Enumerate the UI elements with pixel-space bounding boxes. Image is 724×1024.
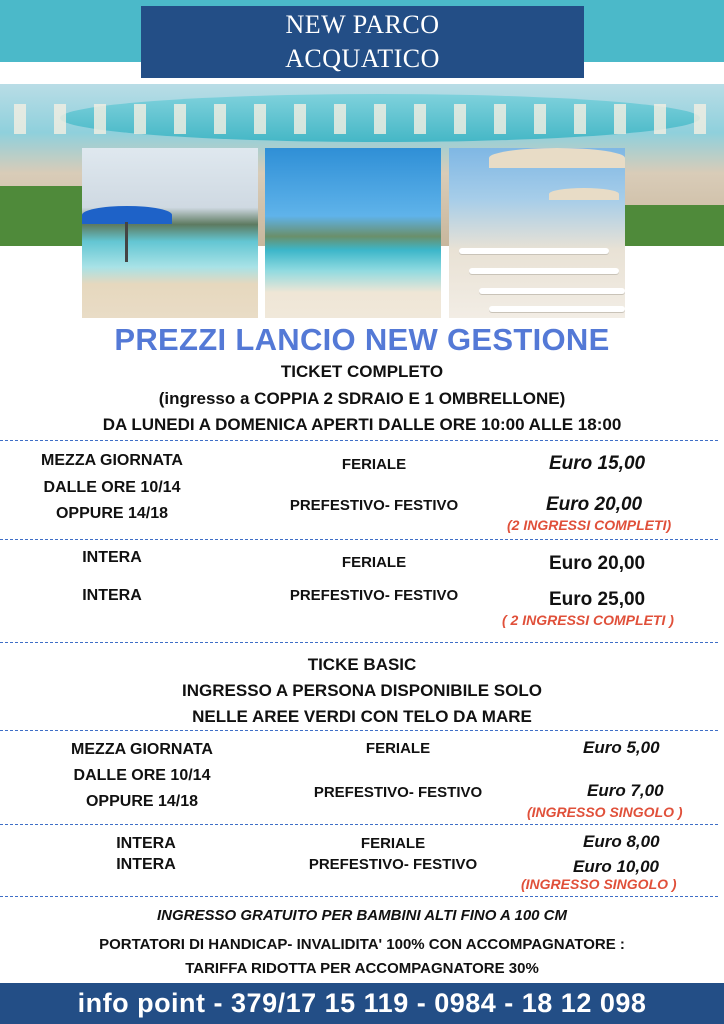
opening-hours: DA LUNEDI A DOMENICA APERTI DALLE ORE 10:00 ALLE 18:00 [102, 415, 622, 434]
basic-intera-feriale: FERIALE [360, 835, 426, 852]
completo-mezza-festivo: PREFESTIVO- FESTIVO [289, 497, 459, 514]
basic-intera-label-2: INTERA [116, 856, 176, 873]
lounger [459, 248, 609, 254]
completo-intera-label-2: INTERA [82, 587, 142, 604]
title-line-1: NEW PARCO [285, 10, 440, 39]
reduced-fee-note: TARIFFA RIDOTTA PER ACCOMPAGNATORE 30% [185, 960, 539, 977]
title-line-2: ACQUATICO [285, 44, 440, 73]
divider [0, 642, 718, 643]
completo-intera-label-1: INTERA [82, 549, 142, 566]
handicap-note: PORTATORI DI HANDICAP- INVALIDITA' 100% CON ACCOMPAGNATORE : [99, 936, 625, 953]
completo-mezza-note: (2 INGRESSI COMPLETI) [507, 517, 672, 533]
completo-mezza-feriale-price: Euro 15,00 [549, 453, 646, 474]
completo-mezza-label-3: OPPURE 14/18 [55, 505, 169, 522]
ticket-basic-line-1: INGRESSO A PERSONA DISPONIBILE SOLO [182, 681, 542, 700]
basic-mezza-festivo: PREFESTIVO- FESTIVO [313, 784, 483, 801]
completo-mezza-feriale: FERIALE [341, 456, 407, 473]
basic-mezza-label-2: DALLE ORE 10/14 [73, 767, 211, 784]
completo-mezza-festivo-price: Euro 20,00 [546, 494, 643, 515]
basic-intera-festivo-price: Euro 10,00 [573, 857, 659, 876]
divider [0, 824, 718, 825]
sunshade-icon [489, 148, 625, 168]
completo-mezza-label-1: MEZZA GIORNATA [41, 452, 183, 469]
ticket-completo-title: TICKET COMPLETO [280, 362, 444, 381]
basic-intera-note: (INGRESSO SINGOLO ) [521, 876, 677, 892]
completo-intera-feriale-price: Euro 20,00 [549, 553, 646, 574]
grass-right [625, 205, 724, 246]
info-point-bar: info point - 379/17 15 119 - 0984 - 18 12 098 [0, 983, 724, 1024]
divider [0, 440, 718, 441]
completo-intera-feriale: FERIALE [341, 554, 407, 571]
ticket-basic-title: TICKE BASIC [307, 655, 417, 674]
basic-intera-label-1: INTERA [116, 835, 176, 852]
completo-intera-festivo-price: Euro 25,00 [549, 589, 646, 610]
ticket-basic-line-2: NELLE AREE VERDI CON TELO DA MARE [192, 707, 532, 726]
divider [0, 896, 718, 897]
sunshade-icon-2 [549, 188, 619, 200]
title-box [141, 6, 584, 78]
divider [0, 730, 718, 731]
main-heading: PREZZI LANCIO NEW GESTIONE [114, 322, 610, 357]
basic-mezza-festivo-price: Euro 7,00 [587, 781, 664, 800]
divider [0, 539, 718, 540]
umbrella-row [0, 104, 724, 134]
ticket-completo-subtitle: (ingresso a COPPIA 2 SDRAIO E 1 OMBRELLONE) [158, 389, 566, 408]
umbrella-pole [125, 222, 128, 262]
basic-mezza-feriale-price: Euro 5,00 [583, 738, 660, 757]
loungers-photo [449, 148, 625, 318]
grass-left [0, 186, 82, 246]
basic-mezza-feriale: FERIALE [365, 740, 431, 757]
completo-mezza-label-2: DALLE ORE 10/14 [43, 479, 181, 496]
beach-photo-1 [82, 148, 258, 318]
lounger [479, 288, 625, 294]
lounger [469, 268, 619, 274]
completo-intera-festivo: PREFESTIVO- FESTIVO [289, 587, 459, 604]
beach-photo-2 [265, 148, 441, 318]
completo-intera-note: ( 2 INGRESSI COMPLETI ) [502, 612, 674, 628]
basic-intera-festivo: PREFESTIVO- FESTIVO [308, 856, 478, 873]
free-entry-note: INGRESSO GRATUITO PER BAMBINI ALTI FINO A 100 CM [156, 907, 568, 924]
basic-intera-feriale-price: Euro 8,00 [583, 832, 660, 851]
lounger [489, 306, 625, 312]
basic-mezza-label-3: OPPURE 14/18 [85, 793, 199, 810]
basic-mezza-note: (INGRESSO SINGOLO ) [527, 804, 683, 820]
basic-mezza-label-1: MEZZA GIORNATA [71, 741, 213, 758]
